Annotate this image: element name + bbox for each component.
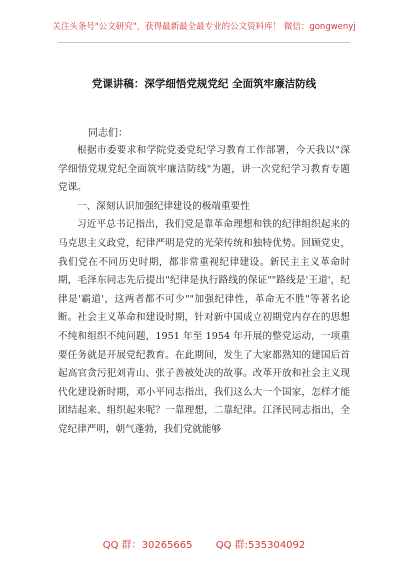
footer-qq-group-1: QQ 群：30265665	[102, 540, 193, 551]
intro-paragraph: 根据市委要求和学院党委党纪学习教育工作部署，今天我以"深学细悟党规党纪全面筑牢廉洁防线"为题，讲一次党纪学习教育专题党课。	[58, 145, 350, 194]
document-title: 党课讲稿：深学细悟党规党纪 全面筑牢廉洁防线	[91, 78, 317, 90]
salutation: 同志们：	[88, 128, 128, 139]
section-heading: 一、深刻认识加强纪律建设的极端重要性	[77, 200, 250, 212]
footer-contact	[0, 536, 408, 551]
header-banner: 关注头条号"公文研究"，获得最新最全最专业的公文资料库！ 微信：gongwenyj	[52, 22, 356, 32]
header-divider	[58, 42, 350, 43]
footer-qq-group-2: QQ 群:535304092	[215, 540, 306, 551]
section-paragraph: 习近平总书记指出，我们党是靠革命理想和铁的纪律组织起来的马克思主义政党，纪律严明是党的光荣传统和独特优势。回顾党史，我们党在不同历史时期，都非常重视纪律建设。新民主主义革命时期，毛泽东同志先后提出"纪律是执行路线的保证""路线是'王道'，纪律是'霸道'，这两者都不可少""加强纪律性，革命无不胜"等著名论断。社会主义革命和建设时期，针对新中国成立初期党内存在的思想不纯和组织不纯问题，1951 年至 1954 年开展的整党运动，一项重要任务就是开展党纪教育。在此期间，发生了大家都熟知的建国后首起高官贪污犯刘青山、张子善被处决的故事。改革开放和社会主义现代化建设新时期，邓小平同志指出，我们这么大一个国家，怎样才能团结起来、组织起来呢？一靠理想，二靠纪律。江泽民同志指出，全党纪律严明，朝气蓬勃，我们党就能够	[58, 219, 350, 435]
document-body	[58, 142, 350, 440]
